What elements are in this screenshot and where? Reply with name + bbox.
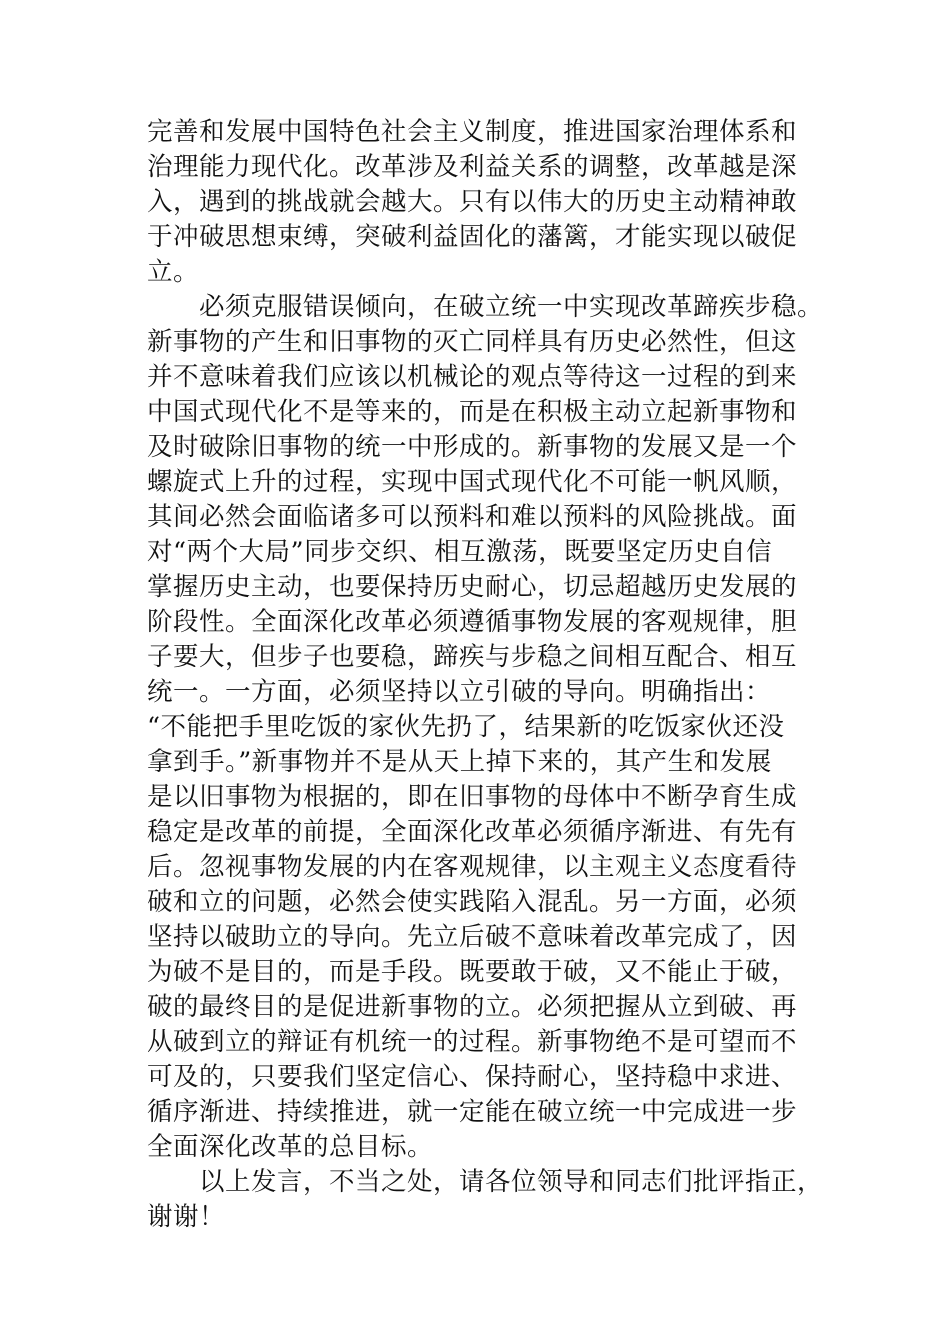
paragraph-line: 循序渐进、持续推进，就一定能在破立统一中完成进一步 [147, 1097, 798, 1127]
paragraph-line: 立。 [147, 257, 200, 287]
paragraph-line: 为破不是目的，而是手段。既要敢于破，又不能止于破， [147, 957, 798, 987]
paragraph-line: 后。忽视事物发展的内在客观规律，以主观主义态度看待 [147, 852, 798, 882]
paragraph-line: 必须克服错误倾向，在破立统一中实现改革蹄疾步稳。 [199, 292, 824, 322]
paragraph-line: 入，遇到的挑战就会越大。只有以伟大的历史主动精神敢 [147, 187, 798, 217]
paragraph-line: 从破到立的辩证有机统一的过程。新事物绝不是可望而不 [147, 1027, 798, 1057]
paragraph-line: 其间必然会面临诸多可以预料和难以预料的风险挑战。面 [147, 502, 798, 532]
paragraph-line: 拿到手。”新事物并不是从天上掉下来的，其产生和发展 [147, 747, 772, 777]
paragraph-line: 掌握历史主动，也要保持历史耐心，切忌超越历史发展的 [147, 572, 798, 602]
paragraph-line: 坚持以破助立的导向。先立后破不意味着改革完成了，因 [147, 922, 798, 952]
paragraph-line: 子要大，但步子也要稳，蹄疾与步稳之间相互配合、相互 [147, 642, 798, 672]
paragraph-line: 于冲破思想束缚，突破利益固化的藩篱，才能实现以破促 [147, 222, 798, 252]
paragraph-line: 阶段性。全面深化改革必须遵循事物发展的客观规律，胆 [147, 607, 798, 637]
paragraph-line: 谢谢！ [147, 1202, 226, 1232]
paragraph-line: 对“两个大局”同步交织、相互激荡，既要坚定历史自信 [147, 537, 773, 567]
paragraph-line: 并不意味着我们应该以机械论的观点等待这一过程的到来 [147, 362, 798, 392]
paragraph-line: 完善和发展中国特色社会主义制度，推进国家治理体系和 [147, 117, 798, 147]
paragraph-line: 螺旋式上升的过程，实现中国式现代化不可能一帆风顺， [147, 467, 798, 497]
paragraph-line: 统一。一方面，必须坚持以立引破的导向。明确指出： [147, 677, 772, 707]
paragraph-line: 可及的，只要我们坚定信心、保持耐心，坚持稳中求进、 [147, 1062, 798, 1092]
paragraph-line: 破和立的问题，必然会使实践陷入混乱。另一方面，必须 [147, 887, 798, 917]
paragraph-line: 新事物的产生和旧事物的灭亡同样具有历史必然性，但这 [147, 327, 798, 357]
paragraph-line: 中国式现代化不是等来的，而是在积极主动立起新事物和 [147, 397, 798, 427]
paragraph-line: 稳定是改革的前提，全面深化改革必须循序渐进、有先有 [147, 817, 798, 847]
paragraph-line: 及时破除旧事物的统一中形成的。新事物的发展又是一个 [147, 432, 798, 462]
paragraph-line: 是以旧事物为根据的，即在旧事物的母体中不断孕育生成 [147, 782, 798, 812]
paragraph-line: 破的最终目的是促进新事物的立。必须把握从立到破、再 [147, 992, 798, 1022]
paragraph-line: 以上发言，不当之处，请各位领导和同志们批评指正， [199, 1167, 824, 1197]
paragraph-line: “不能把手里吃饭的家伙先扔了，结果新的吃饭家伙还没 [147, 712, 785, 742]
paragraph-line: 治理能力现代化。改革涉及利益关系的调整，改革越是深 [147, 152, 798, 182]
paragraph-line: 全面深化改革的总目标。 [147, 1132, 434, 1162]
